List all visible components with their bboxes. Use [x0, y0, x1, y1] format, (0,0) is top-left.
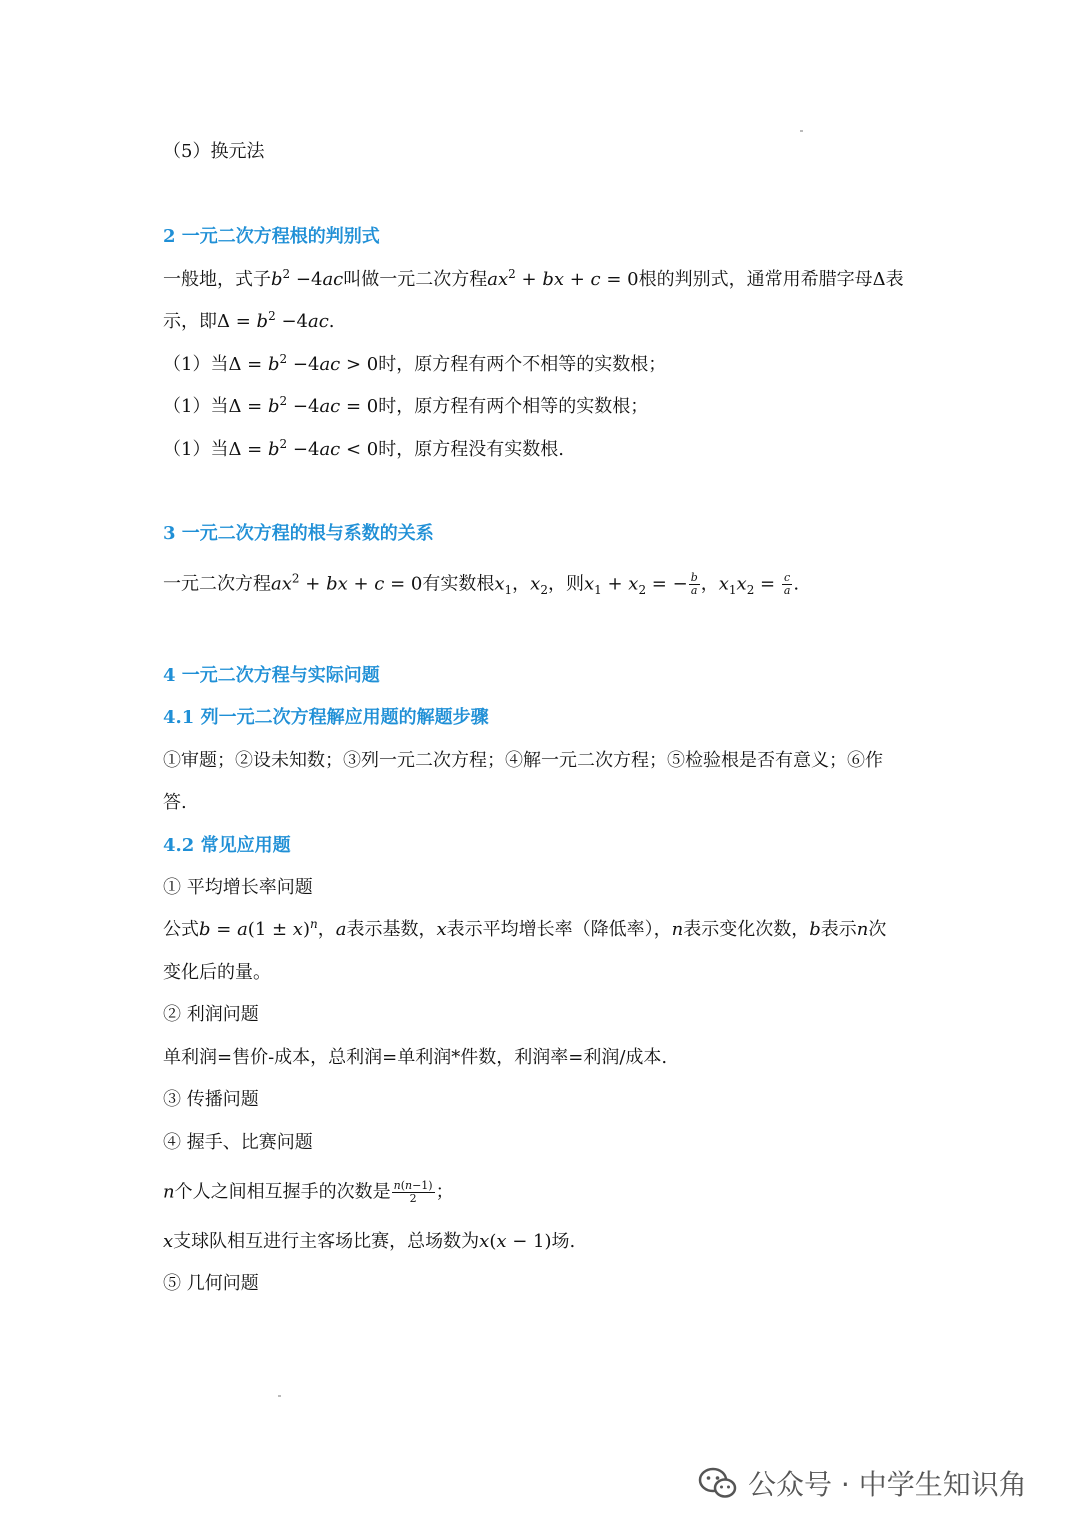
problem-5-title: ⑤ 几何问题: [163, 1273, 259, 1294]
section-3-title: 3 一元二次方程的根与系数的关系: [163, 523, 434, 544]
vieta-formula: 一元二次方程$ax^2$ + bx + c = 0有实数根$x_1$，$x_2$，则$x_1 + x_2$ = − $\frac{b}{a}$ ，$x_1x_2$ = $\frac{c}{a}$ .: [163, 571, 800, 598]
problem-2-title: ② 利润问题: [163, 1004, 259, 1025]
problem-3-title: ③ 传播问题: [163, 1089, 259, 1110]
scan-speck: [278, 1395, 281, 1397]
problem-4-title: ④ 握手、比赛问题: [163, 1132, 313, 1153]
handshake-formula: n个人之间相互握手的次数是 $\frac{n(n-1)}{2}$ ；: [163, 1179, 454, 1205]
steps-line-1: ①审题；②设未知数；③列一元二次方程；④解一元二次方程；⑤检验根是否有意义；⑥作: [163, 750, 883, 771]
steps-line-2: 答.: [163, 792, 187, 813]
section-4-1-title: 4.1 列一元二次方程解应用题的解题步骤: [163, 707, 489, 728]
discriminant-intro-line1: 一般地，式子$b^2 -4ac$叫做一元二次方程$ax^2$ + bx + c = 0根的判别式，通常用希腊字母Δ表: [163, 267, 904, 290]
watermark-text: 公众号 · 中学生知识角: [748, 1468, 1027, 1501]
profit-formula: 单利润=售价-成本，总利润=单利润*件数，利润率=利润/成本.: [163, 1047, 668, 1068]
discriminant-intro-line2: 示，即$\Delta = b^2 -4ac$.: [163, 309, 335, 332]
growth-formula-line2: 变化后的量。: [163, 962, 271, 983]
match-formula: x支球队相互进行主客场比赛，总场数为x(x − 1)场.: [163, 1231, 576, 1252]
scan-speck: [800, 130, 803, 132]
discriminant-case-2: （1）当$\Delta = b^2 -4ac = 0$时，原方程有两个相等的实数根；: [163, 394, 649, 417]
section-2-title: 2 一元二次方程根的判别式: [163, 226, 380, 247]
section-4-title: 4 一元二次方程与实际问题: [163, 665, 380, 686]
wechat-icon: [698, 1466, 738, 1500]
problem-1-title: ① 平均增长率问题: [163, 877, 313, 898]
discriminant-case-3: （1）当$\Delta = b^2 -4ac < 0$时，原方程没有实数根.: [163, 437, 564, 460]
section-4-2-title: 4.2 常见应用题: [163, 835, 291, 856]
watermark: [698, 1463, 1027, 1503]
method-5: （5）换元法: [163, 141, 265, 162]
growth-formula-line1: 公式$b = a(1 \pm x)^n$，a表示基数，x表示平均增长率（降低率），n表示变化次数，b表示n次: [163, 917, 887, 940]
discriminant-case-1: （1）当$\Delta = b^2 -4ac > 0$时，原方程有两个不相等的实数根；: [163, 352, 667, 375]
